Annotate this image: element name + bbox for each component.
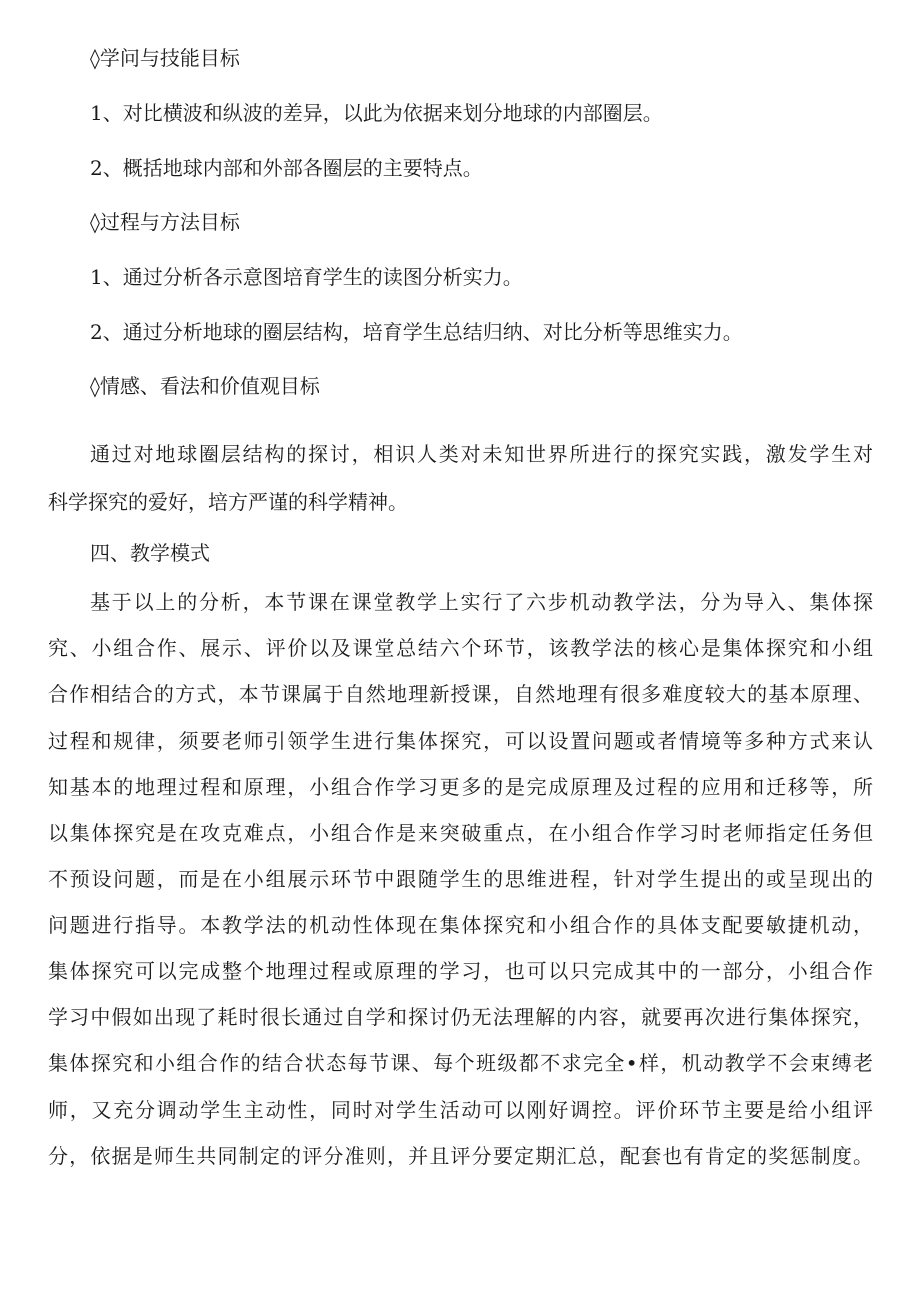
teaching-mode-paragraph-line: 过程和规律，须要老师引领学生进行集体探究，可以设置问题或者情境等多种方式来认 — [48, 729, 873, 753]
emotion-values-heading: ◊情感、看法和价值观目标 — [90, 374, 320, 398]
teaching-mode-paragraph-line: 合作相结合的方式，本节课属于自然地理新授课，自然地理有很多难度较大的基本原理、 — [48, 682, 873, 706]
teaching-mode-paragraph-line: 不预设问题，而是在小组展示环节中跟随学生的思维进程，针对学生提出的或呈现出的 — [48, 867, 873, 891]
knowledge-item-1: 1、对比横波和纵波的差异，以此为依据来划分地球的内部圈层。 — [90, 101, 663, 125]
process-item-2: 2、通过分析地球的圈层结构，培育学生总结归纳、对比分析等思维实力。 — [90, 320, 743, 344]
process-item-1: 1、通过分析各示意图培育学生的读图分析实力。 — [90, 265, 523, 289]
teaching-mode-paragraph-line: 集体探究可以完成整个地理过程或原理的学习，也可以只完成其中的一部分，小组合作 — [48, 959, 873, 983]
teaching-mode-paragraph-line: 基于以上的分析，本节课在课堂教学上实行了六步机动教学法，分为导入、集体探 — [90, 590, 873, 614]
teaching-mode-heading: 四、教学模式 — [90, 541, 210, 565]
teaching-mode-paragraph-line: 问题进行指导。本教学法的机动性体现在集体探究和小组合作的具体支配要敏捷机动， — [48, 913, 873, 937]
knowledge-item-2: 2、概括地球内部和外部各圈层的主要特点。 — [90, 156, 483, 180]
teaching-mode-paragraph-line: 学习中假如出现了耗时很长通过自学和探讨仍无法理解的内容，就要再次进行集体探究， — [48, 1005, 873, 1029]
process-method-heading: ◊过程与方法目标 — [90, 210, 240, 234]
emotion-paragraph-line: 科学探究的爱好，培方严谨的科学精神。 — [48, 490, 408, 514]
emotion-paragraph-line: 通过对地球圈层结构的探讨，相识人类对未知世界所进行的探究实践，激发学生对 — [90, 442, 873, 466]
teaching-mode-paragraph-line: 分，依据是师生共同制定的评分准则，并且评分要定期汇总，配套也有肯定的奖惩制度。 — [48, 1144, 873, 1168]
teaching-mode-paragraph-line: 师，又充分调动学生主动性，同时对学生活动可以刚好调控。评价环节主要是给小组评 — [48, 1098, 873, 1122]
teaching-mode-paragraph-line: 以集体探究是在攻克难点，小组合作是来突破重点，在小组合作学习时老师指定任务但 — [48, 821, 873, 845]
teaching-mode-paragraph-line: 集体探究和小组合作的结合状态每节课、每个班级都不求完全•样，机动教学不会束缚老 — [48, 1051, 873, 1075]
knowledge-skill-heading: ◊学问与技能目标 — [90, 46, 240, 70]
teaching-mode-paragraph-line: 知基本的地理过程和原理，小组合作学习更多的是完成原理及过程的应用和迁移等，所 — [48, 775, 873, 799]
teaching-mode-paragraph-line: 究、小组合作、展示、评价以及课堂总结六个环节，该教学法的核心是集体探究和小组 — [48, 636, 873, 660]
